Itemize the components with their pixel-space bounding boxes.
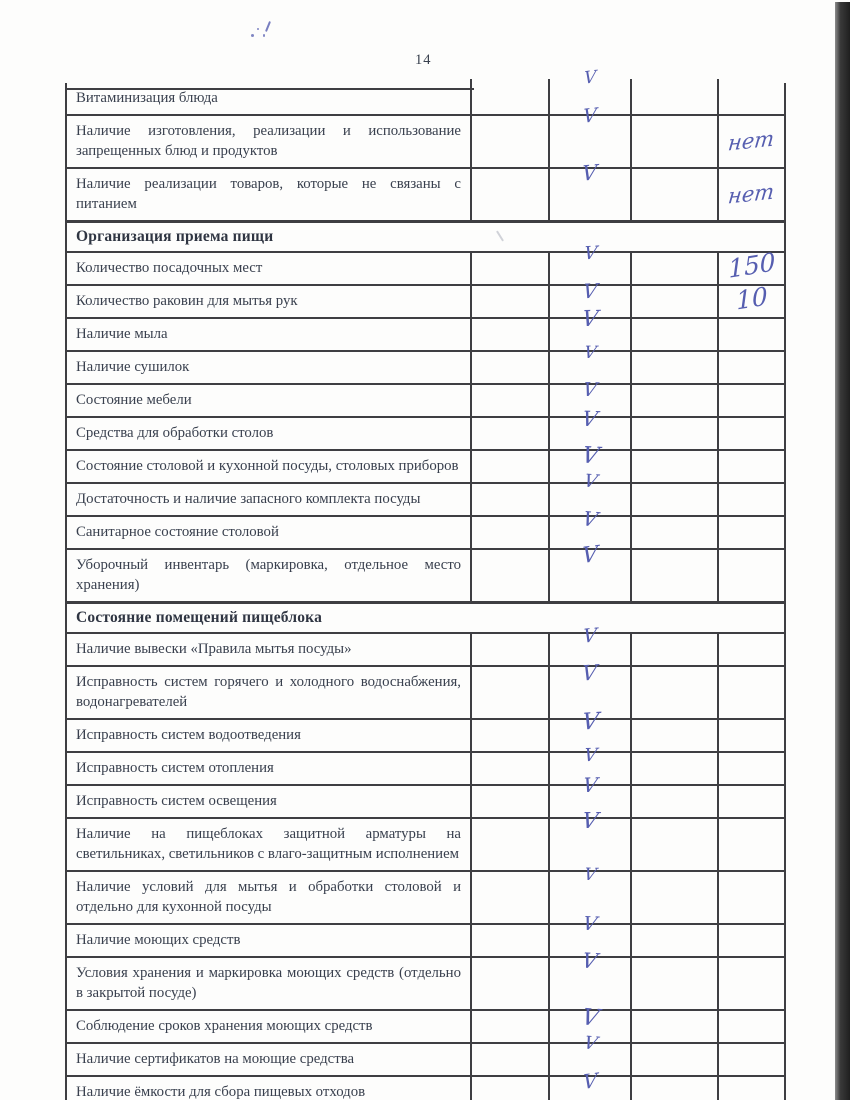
empty-cell: [632, 169, 719, 220]
handwritten-checkmark: V: [580, 808, 600, 834]
notes-cell: [719, 517, 784, 548]
empty-cell: [632, 484, 719, 515]
checklist-item-label: Наличие на пищеблоках защитной арматуры на светильниках, светильников с влаго-защитным исполнением: [76, 825, 461, 862]
empty-cell: [472, 1077, 550, 1100]
checklist-item-label: Достаточность и наличие запасного комплекта посуды: [76, 490, 421, 507]
checklist-item-label: Наличие ёмкости для сбора пищевых отходов: [76, 1083, 366, 1100]
notes-cell: [719, 281, 784, 317]
empty-cell: [632, 958, 719, 1009]
table-row: [67, 506, 784, 550]
table-row: [67, 160, 784, 222]
table-row: [67, 864, 784, 925]
empty-cell: [472, 753, 550, 784]
checklist-item-cell: [67, 116, 472, 167]
notes-cell: [719, 319, 784, 350]
empty-cell: [472, 550, 550, 601]
handwritten-checkmark: V: [583, 67, 597, 89]
empty-cell: [632, 1077, 719, 1100]
checklist-item-label: Средства для обработки столов: [76, 424, 274, 441]
checklist-item-cell: [67, 1077, 472, 1100]
checklist-item-cell: [67, 352, 472, 383]
notes-cell: [719, 418, 784, 449]
notes-cell: [719, 872, 784, 923]
notes-cell: [719, 352, 784, 383]
notes-cell: [719, 484, 784, 515]
handwritten-checkmark: V: [580, 306, 600, 333]
checklist-item-cell: [67, 484, 472, 515]
handwritten-checkmark: V: [582, 1067, 598, 1094]
section-title: Организация приема пищи: [76, 227, 274, 245]
handwritten-checkmark: V: [580, 506, 600, 532]
checklist-item-cell: [67, 253, 472, 284]
ink-speck: [251, 34, 254, 37]
handwritten-note: нет: [727, 126, 776, 156]
checklist-item-label: Исправность систем отопления: [76, 759, 274, 776]
handwritten-checkmark: V: [582, 744, 598, 767]
notes-cell: [719, 786, 784, 817]
empty-cell: [632, 550, 719, 601]
empty-cell: [472, 385, 550, 416]
notes-cell: [719, 720, 784, 751]
checklist-item-cell: [67, 786, 472, 817]
checklist-item-cell: [67, 517, 472, 548]
notes-cell: [719, 116, 784, 167]
handwritten-checkmark: V: [581, 470, 599, 493]
notes-cell: [719, 925, 784, 956]
empty-cell: [632, 385, 719, 416]
handwritten-checkmark: V: [581, 772, 599, 797]
empty-cell: [632, 83, 719, 114]
checkmark-cell: [550, 541, 632, 601]
empty-cell: [472, 319, 550, 350]
table-row: [67, 306, 784, 352]
inspection-checklist-table: [65, 67, 786, 1100]
empty-cell: [472, 517, 550, 548]
checklist-item-label: Витаминизация блюда: [76, 90, 218, 106]
handwritten-checkmark: V: [581, 160, 599, 186]
empty-cell: [472, 1011, 550, 1042]
table-row: [67, 242, 784, 286]
checklist-item-label: Санитарное состояние столовой: [76, 523, 279, 540]
table-row: [67, 104, 784, 169]
empty-cell: [632, 925, 719, 956]
empty-cell: [472, 667, 550, 718]
checklist-item-cell: [67, 634, 472, 665]
handwritten-checkmark: V: [582, 864, 598, 885]
checklist-item-label: Количество раковин для мытья рук: [76, 292, 298, 309]
checklist-item-cell: [67, 958, 472, 1009]
checklist-item-cell: [67, 319, 472, 350]
ink-speck: [257, 28, 259, 30]
handwritten-checkmark: V: [582, 104, 598, 128]
checklist-item-cell: [67, 83, 472, 114]
handwritten-checkmark: V: [582, 624, 598, 648]
table-row: [67, 808, 784, 872]
empty-cell: [472, 116, 550, 167]
checklist-item-label: Соблюдение сроков хранения моющих средств: [76, 1017, 373, 1034]
notes-cell: [719, 1011, 784, 1042]
empty-cell: [632, 451, 719, 482]
handwritten-note: 150: [727, 247, 776, 284]
checkmark-cell: [550, 160, 632, 220]
empty-cell: [472, 925, 550, 956]
notes-cell: [719, 1077, 784, 1100]
checklist-item-cell: [67, 418, 472, 449]
table-row: [67, 708, 784, 753]
empty-cell: [632, 418, 719, 449]
table-row: [67, 772, 784, 819]
checklist-item-label: Наличие вывески «Правила мытья посуды»: [76, 640, 352, 657]
empty-cell: [472, 786, 550, 817]
notes-cell: [719, 634, 784, 665]
checklist-item-cell: [67, 550, 472, 601]
table-row: [67, 67, 784, 116]
empty-cell: [632, 720, 719, 751]
table-row: [67, 948, 784, 1011]
checklist-item-cell: [67, 1011, 472, 1042]
empty-cell: [632, 286, 719, 317]
notes-cell: [719, 169, 784, 220]
notes-cell: [719, 753, 784, 784]
handwritten-checkmark: V: [582, 242, 598, 265]
checklist-item-cell: [67, 872, 472, 923]
handwritten-checkmark: V: [580, 406, 600, 432]
empty-cell: [632, 517, 719, 548]
empty-cell: [472, 819, 550, 870]
table-row: [67, 1004, 784, 1044]
ink-speck: [263, 34, 265, 37]
empty-cell: [632, 634, 719, 665]
table-row: [67, 912, 784, 958]
handwritten-checkmark: V: [580, 948, 600, 973]
checklist-item-label: Количество посадочных мест: [76, 259, 263, 276]
handwritten-checkmark: V: [581, 541, 599, 569]
empty-cell: [632, 1044, 719, 1075]
section-title: Состояние помещений пищеблока: [76, 608, 323, 626]
empty-cell: [632, 116, 719, 167]
table-section-header: [67, 603, 784, 634]
notes-cell: [719, 1044, 784, 1075]
empty-cell: [632, 753, 719, 784]
checkmark-cell: [550, 104, 632, 167]
checkmark-cell: [550, 948, 632, 1009]
empty-cell: [472, 872, 550, 923]
checklist-item-cell: [67, 925, 472, 956]
empty-cell: [632, 872, 719, 923]
checklist-item-cell: [67, 819, 472, 870]
checklist-item-cell: [67, 753, 472, 784]
notes-cell: [719, 958, 784, 1009]
empty-cell: [472, 484, 550, 515]
table-body: [67, 67, 784, 1100]
notes-cell: [719, 385, 784, 416]
empty-cell: [472, 634, 550, 665]
checklist-item-label: Состояние столовой и кухонной посуды, столовых приборов: [76, 457, 459, 474]
checklist-item-label: Наличие сертификатов на моющие средства: [76, 1050, 355, 1067]
checklist-item-cell: [67, 385, 472, 416]
checklist-item-label: Наличие условий для мытья и обработки столовой и отдельно для кухонной посуды: [76, 878, 461, 915]
table-row: [67, 1067, 784, 1100]
checklist-item-label: Наличие мыла: [76, 325, 168, 342]
empty-cell: [472, 1044, 550, 1075]
empty-cell: [472, 720, 550, 751]
empty-cell: [472, 958, 550, 1009]
empty-cell: [472, 169, 550, 220]
checkmark-cell: [550, 808, 632, 870]
notes-cell: [719, 819, 784, 870]
handwritten-note: нет: [727, 179, 776, 209]
checklist-item-cell: [67, 1044, 472, 1075]
table-row: [67, 342, 784, 385]
checklist-item-cell: [67, 169, 472, 220]
handwritten-checkmark: V: [582, 342, 598, 363]
checklist-item-cell: [67, 667, 472, 718]
notes-cell: [719, 550, 784, 601]
empty-cell: [472, 352, 550, 383]
notes-cell: [719, 83, 784, 114]
checklist-item-label: Состояние мебели: [76, 391, 192, 408]
notes-cell: [719, 247, 784, 284]
handwritten-checkmark: V: [579, 1004, 602, 1031]
checklist-item-label: Наличие моющих средств: [76, 931, 241, 948]
checklist-item-cell: [67, 451, 472, 482]
table-row: [67, 378, 784, 418]
checkmark-cell: [550, 1067, 632, 1100]
handwritten-checkmark: V: [581, 278, 599, 304]
checklist-item-cell: [67, 286, 472, 317]
empty-cell: [632, 786, 719, 817]
empty-cell: [632, 319, 719, 350]
table-row: [67, 744, 784, 786]
table-row: [67, 442, 784, 484]
checklist-item-label: Наличие изготовления, реализации и использование запрещенных блюд и продуктов: [76, 123, 461, 159]
empty-cell: [632, 667, 719, 718]
checklist-item-label: Условия хранения и маркировка моющих средств (отдельно в закрытой посуде): [76, 964, 461, 1001]
table-row: [67, 1032, 784, 1077]
notes-cell: [719, 667, 784, 718]
handwritten-note: 10: [735, 281, 768, 316]
empty-cell: [632, 1011, 719, 1042]
table-row: [67, 406, 784, 451]
checklist-item-label: Исправность систем горячего и холодного водоснабжения, водонагревателей: [76, 673, 461, 710]
scan-edge-right: [835, 2, 850, 1100]
handwritten-checkmark: V: [580, 708, 600, 736]
empty-cell: [472, 83, 550, 114]
empty-cell: [472, 418, 550, 449]
checklist-item-label: Исправность систем водоотведения: [76, 726, 301, 743]
empty-cell: [472, 253, 550, 284]
handwritten-checkmark: V: [581, 660, 599, 686]
checklist-item-label: Исправность систем освещения: [76, 792, 277, 809]
empty-cell: [632, 253, 719, 284]
table-row: [67, 624, 784, 667]
handwritten-checkmark: V: [581, 378, 599, 401]
ink-stroke: [265, 21, 271, 32]
table-row: [67, 470, 784, 517]
handwritten-checkmark: V: [581, 1032, 599, 1054]
handwritten-checkmark: V: [579, 442, 601, 470]
page-number: 14: [415, 52, 432, 68]
empty-cell: [632, 352, 719, 383]
table-row: [67, 541, 784, 603]
table-section-header: [67, 222, 784, 253]
empty-cell: [632, 819, 719, 870]
checklist-item-label: Уборочный инвентарь (маркировка, отдельное место хранения): [76, 556, 461, 593]
notes-cell: [719, 451, 784, 482]
table-row: [67, 278, 784, 319]
checklist-item-label: Наличие реализации товаров, которые не связаны с питанием: [76, 175, 461, 212]
empty-cell: [472, 286, 550, 317]
checklist-item-label: Наличие сушилок: [76, 358, 190, 375]
table-row: [67, 660, 784, 720]
checklist-item-cell: [67, 720, 472, 751]
empty-cell: [472, 451, 550, 482]
handwritten-checkmark: V: [581, 912, 599, 935]
